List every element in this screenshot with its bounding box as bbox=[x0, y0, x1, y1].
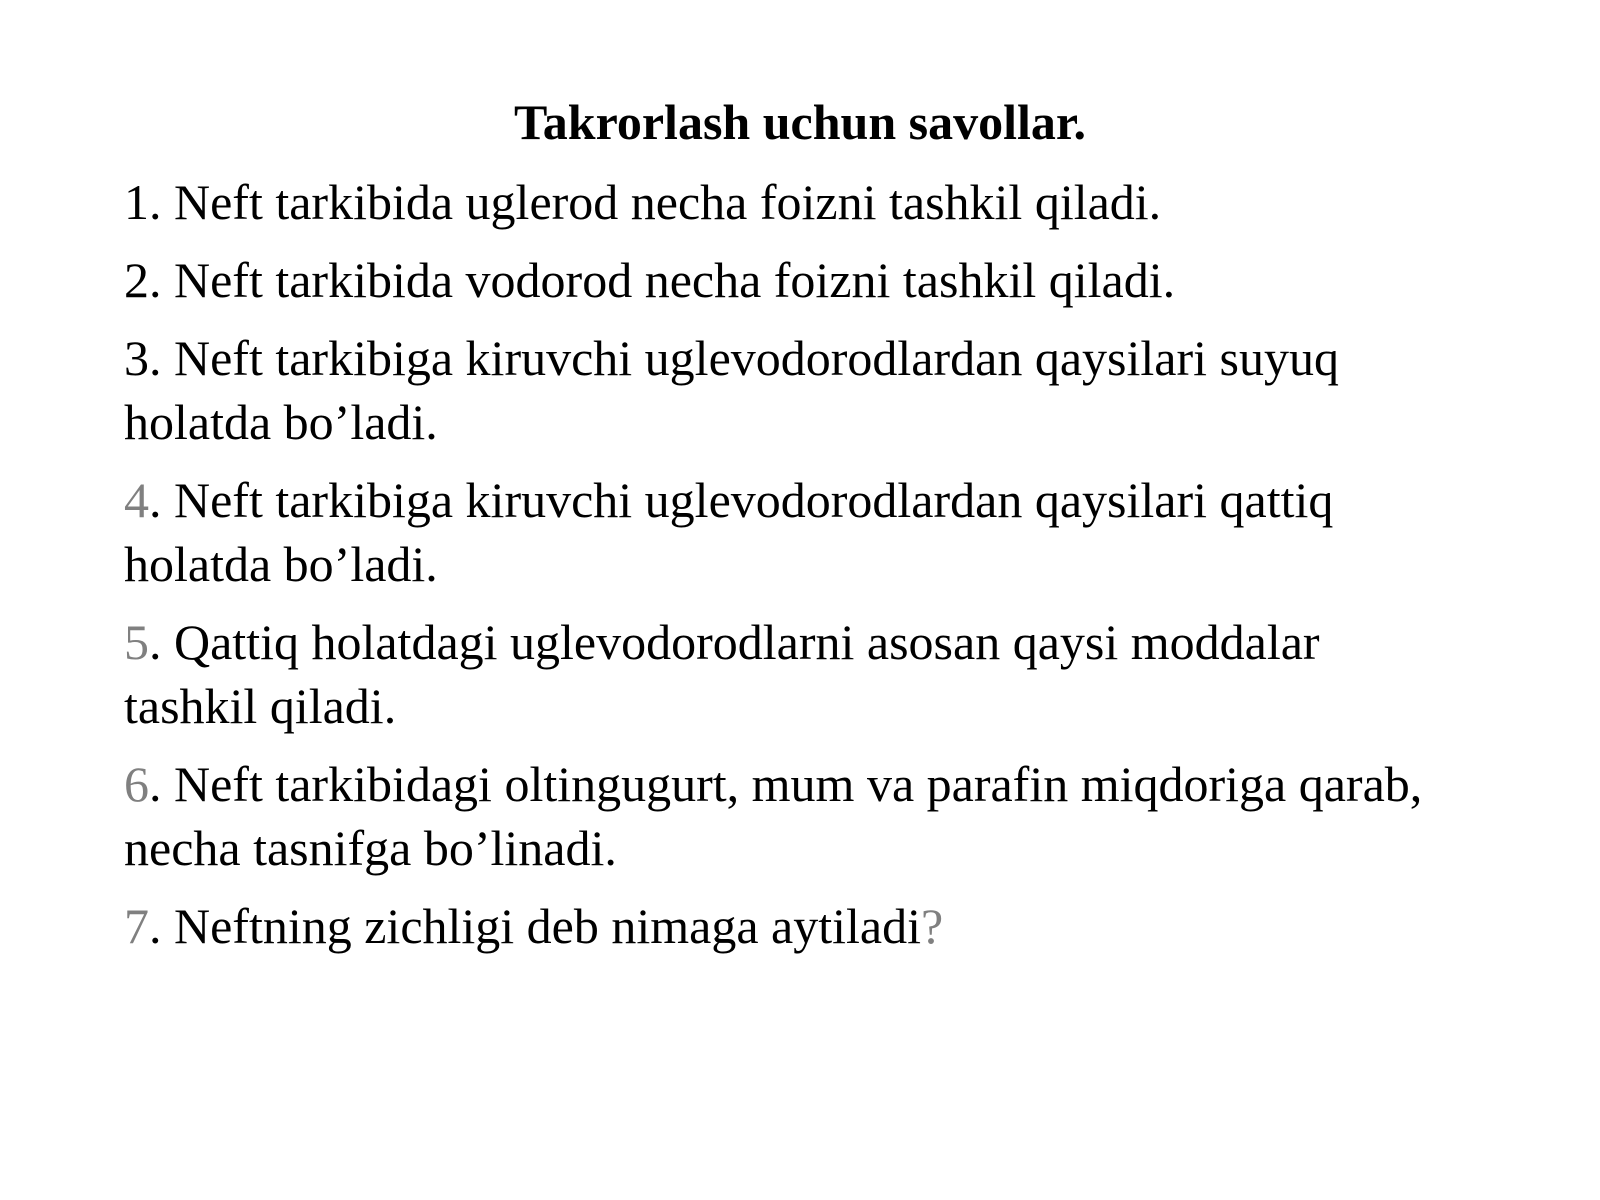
question-mark: ? bbox=[921, 898, 944, 954]
question-text: . Neft tarkibiga kiruvchi uglevodorodlardan qaysilari qattiq holatda bo’ladi. bbox=[124, 472, 1334, 592]
question-item-7 bbox=[124, 894, 1464, 958]
question-item-3 bbox=[124, 326, 1464, 454]
question-text: . Qattiq holatdagi uglevodorodlarni asosan qaysi moddalar tashkil qiladi. bbox=[124, 614, 1320, 734]
question-item-5 bbox=[124, 610, 1464, 738]
question-text: . Neft tarkibida vodorod necha foizni tashkil qiladi. bbox=[149, 252, 1176, 308]
question-number: 2 bbox=[124, 252, 149, 308]
question-text: . Neft tarkibiga kiruvchi uglevodorodlardan qaysilari suyuq holatda bo’ladi. bbox=[124, 330, 1339, 450]
question-text: . Neft tarkibida uglerod necha foizni tashkil qiladi. bbox=[149, 174, 1162, 230]
question-number: 3 bbox=[124, 330, 149, 386]
question-number: 5 bbox=[124, 614, 149, 670]
question-item-6 bbox=[124, 752, 1464, 880]
slide-title: Takrorlash uchun savollar. bbox=[514, 94, 1086, 150]
question-item-4 bbox=[124, 468, 1464, 596]
question-number: 1 bbox=[124, 174, 149, 230]
question-number: 4 bbox=[124, 472, 149, 528]
question-text: . Neft tarkibidagi oltingugurt, mum va parafin miqdoriga qarab, necha tasnifga bo’linadi. bbox=[124, 756, 1423, 876]
question-item-1 bbox=[124, 170, 1464, 234]
question-item-2 bbox=[124, 248, 1464, 312]
question-text: . Neftning zichligi deb nimaga aytiladi bbox=[149, 898, 921, 954]
question-number: 7 bbox=[124, 898, 149, 954]
question-list bbox=[124, 170, 1464, 972]
question-number: 6 bbox=[124, 756, 149, 812]
